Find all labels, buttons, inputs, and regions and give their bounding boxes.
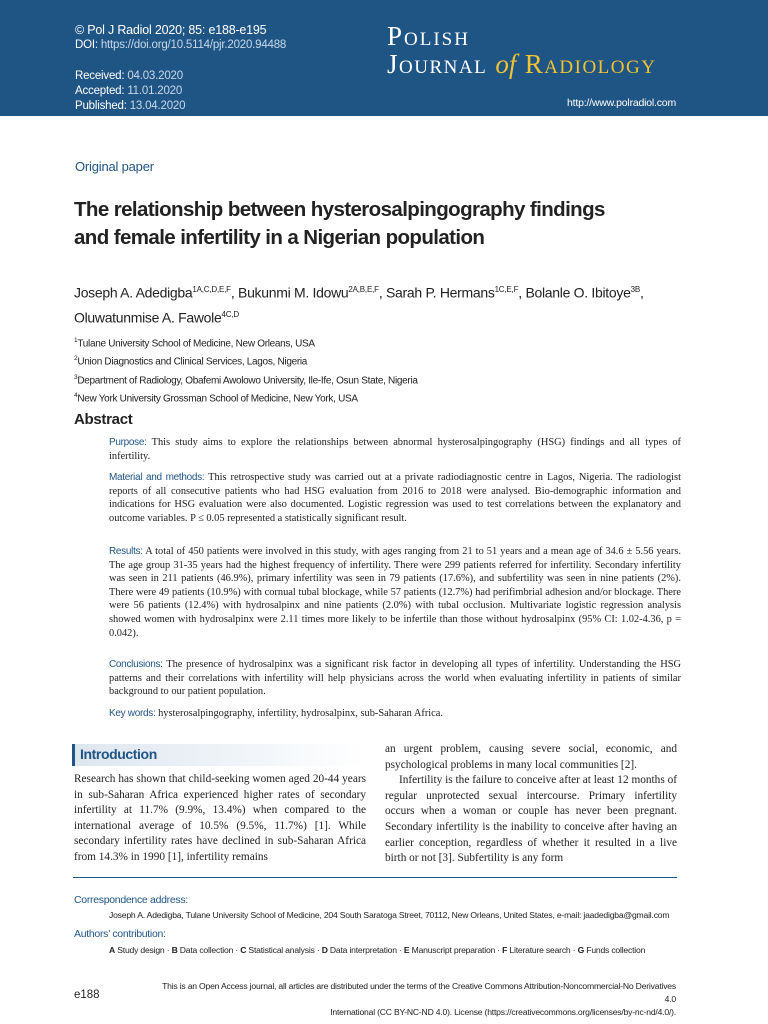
article-title: [74, 196, 694, 252]
accepted-label: Accepted:: [75, 85, 125, 97]
author-sup: 2A,B,E,F: [348, 285, 379, 294]
journal-radiology: Radiology: [524, 49, 657, 79]
intro-paragraph: Research has shown that child-seeking women aged 20-44 years in sub-Saharan Africa experienced higher rates of secondary infertility at 11.7% (9.9%, 13.4%) when compared to the international average of 10.5% (9.5%, 11.7%) [1]. While secondary infertility rates have declined in sub-Saharan Africa from 14.3% in 1990 [1], infertility remains: [74, 773, 366, 863]
author-sup: 3B: [630, 285, 640, 294]
abstract-label: Purpose:: [109, 437, 147, 448]
abstract-label: Results:: [109, 546, 143, 557]
affiliation-item: [74, 351, 418, 369]
article-type: Original paper: [75, 159, 154, 174]
contribution-list: A Study design · B Data collection · C Statistical analysis · D Data interpretation · E Manuscript preparation · F Literature search · G Funds collection: [109, 945, 646, 955]
contrib-text: Study design: [117, 945, 165, 955]
published-date: 13.04.2020: [129, 100, 186, 112]
abstract-text: hysterosalpingography, infertility, hydrosalpinx, sub-Saharan Africa.: [158, 708, 443, 719]
contribution-label: Authors’ contribution:: [74, 928, 166, 940]
accepted-date: 11.01.2020: [127, 85, 183, 97]
contrib-text: Statistical analysis: [248, 945, 315, 955]
published-label: Published:: [75, 100, 127, 112]
author-sep: ,: [639, 284, 644, 301]
article-meta: [75, 23, 286, 114]
contrib-key: G: [577, 945, 585, 955]
author-name: Sarah P. Hermans: [386, 284, 495, 301]
contrib-key: D: [321, 945, 328, 955]
contrib-text: Data collection: [179, 945, 234, 955]
abstract-conclusions: [109, 658, 681, 699]
journal-logo: [387, 22, 656, 78]
intro-column-left: [74, 772, 366, 866]
affiliation-text: Tulane University School of Medicine, New Orleans, USA: [77, 338, 315, 350]
contrib-text: Literature search: [509, 945, 571, 955]
footer-divider: [73, 877, 677, 878]
received-line: [75, 69, 286, 84]
received-label: Received:: [75, 70, 125, 82]
title-line-2: and female infertility in a Nigerian population: [74, 226, 485, 249]
citation: © Pol J Radiol 2020; 85: e188-e195: [75, 23, 267, 37]
contrib-key: F: [502, 945, 508, 955]
author-list: [74, 279, 684, 328]
author-sup: 1C,E,F: [494, 285, 519, 294]
affiliation-text: New York University Grossman School of Medicine, New York, USA: [77, 393, 358, 405]
page-number: e188: [74, 989, 100, 1001]
author-name: Oluwatunmise A. Fawole: [74, 309, 222, 326]
affiliation-num: 1: [74, 337, 78, 344]
contrib-key: E: [403, 945, 410, 955]
abstract-results: [109, 545, 681, 640]
introduction-heading-bar: [72, 744, 365, 766]
affiliations: [74, 333, 418, 406]
abstract-label: Material and methods:: [109, 472, 205, 483]
abstract-methods: [109, 471, 681, 525]
accepted-line: [75, 84, 286, 99]
doi-label: DOI:: [75, 39, 98, 51]
doi-link[interactable]: https://doi.org/10.5114/pjr.2020.94488: [100, 39, 287, 51]
received-date: 04.03.2020: [127, 70, 183, 82]
author-sep: ,: [230, 284, 239, 301]
contrib-key: C: [240, 945, 247, 955]
intro-paragraph: Infertility is the failure to conceive after at least 12 months of regular unprotected sexual intercourse. Primary infertility occurs when a woman or couple has never been pregnant. Secondary infertility is the inability to conceive after having an earlier conception, regardless of whether it resulted in a live birth or not [3]. Subfertility is any form: [385, 774, 677, 865]
affiliation-text: Union Diagnostics and Clinical Services, Lagos, Nigeria: [77, 356, 308, 368]
contrib-text: Manuscript preparation: [411, 945, 496, 955]
affiliation-num: 4: [74, 391, 78, 399]
abstract-text: This retrospective study was carried out at a private radiodiagnostic centre in Lagos, Nigeria. The radiologist reports of all consecutive patients who had HSG evaluation from 2016 to 2018 were analysed. Bio-demographic information and indications for HSG evaluation were also documented. Logistic regression was used to test correlations between the explanatory and outcome variables. P ≤ 0.05 represented a statistically significant result.: [109, 472, 681, 524]
journal-header: [0, 0, 768, 116]
author-sup: 4C,D: [221, 309, 239, 319]
contrib-key: A: [109, 945, 116, 955]
author-sup: 1A,C,D,E,F: [192, 285, 231, 294]
journal-name-line1: Polish: [387, 21, 470, 51]
abstract-text: A total of 450 patients were involved in this study, with ages ranging from 21 to 51 years and a mean age of 34.6 ± 5.56 years. The age group 31-35 years had the highest frequency of infertility. There were 299 patients referred for infertility. Secondary infertility was seen in 211 patients (46.9%), primary infertility was seen in 79 patients (17.6%), and subfertility was seen in nine patients (2%). There were 49 patients (10.9%) with cornual tubal blockage, while 57 patients (12.7%) had perifimbrial adhesion and/or blockage. There were 56 patients (12.4%) with hydrosalpinx and nine patients (2.0%) with tubal occlusion. Multivariate logistic regression analysis showed women with hydrosalpinx were 2.11 times more likely to be infertile than those without hydrosalpinx (95% CI: 1.02-4.36, p = 0.042).: [109, 546, 681, 639]
license-notice: [156, 980, 676, 1019]
introduction-heading: Introduction: [80, 746, 157, 762]
abstract-label: Conclusions:: [109, 659, 163, 670]
author-name: Joseph A. Adedigba: [74, 284, 193, 301]
journal-url[interactable]: http://www.polradiol.com: [567, 97, 676, 109]
author-sep: ,: [378, 284, 386, 301]
journal-word: Journal: [387, 49, 488, 79]
contrib-text: Data interpretation: [329, 945, 397, 955]
intro-column-right: [385, 742, 677, 867]
affiliation-num: 3: [74, 373, 78, 381]
license-line-2: International (CC BY-NC-ND 4.0). License (https://creativecommons.org/licenses/by-nc-nd/4.0/).: [330, 1007, 676, 1017]
intro-paragraph: an urgent problem, causing severe social, economic, and psychological problems in many local communities [2].: [385, 743, 677, 771]
affiliation-text: Department of Radiology, Obafemi Awolowo University, Ile-Ife, Osun State, Nigeria: [77, 374, 418, 386]
affiliation-item: [74, 333, 418, 351]
contrib-text: Funds collection: [586, 945, 646, 955]
contrib-key: B: [171, 945, 178, 955]
doi-line: [75, 38, 286, 53]
title-line-1: The relationship between hysterosalpingography findings: [74, 198, 605, 221]
correspondence-text: Joseph A. Adedigba, Tulane University School of Medicine, 204 South Saratoga Street, 70112, New Orleans, United States, e-mail: jaadedigba@gmail.com: [109, 910, 670, 920]
abstract-text: The presence of hydrosalpinx was a significant risk factor in developing all types of infertility. Understanding the HSG patterns and their correlations with infertility will help physicians across the world when evaluating infertility in patients of similar background to our patient population.: [109, 659, 681, 698]
affiliation-item: [74, 388, 418, 406]
author-name: Bukunmi M. Idowu: [238, 284, 349, 301]
abstract-keywords: [109, 707, 681, 721]
license-line-1: This is an Open Access journal, all articles are distributed under the terms of the Creative Commons Attribution-Noncommercial-No Derivatives 4.0: [162, 981, 676, 1004]
affiliation-num: 2: [74, 355, 78, 363]
author-name: Bolanle O. Ibitoye: [525, 284, 631, 301]
abstract-text: This study aims to explore the relationships between abnormal hysterosalpingography (HSG) findings and all types of infertility.: [109, 437, 681, 462]
abstract-label: Key words:: [109, 708, 156, 719]
published-line: [75, 99, 286, 114]
journal-of: of: [495, 49, 517, 79]
journal-name-line2: [387, 50, 656, 78]
correspondence-label: Correspondence address:: [74, 894, 188, 906]
abstract-heading: Abstract: [74, 411, 133, 428]
abstract-purpose: [109, 436, 681, 463]
affiliation-item: [74, 370, 418, 388]
author-sep: ,: [518, 284, 526, 301]
